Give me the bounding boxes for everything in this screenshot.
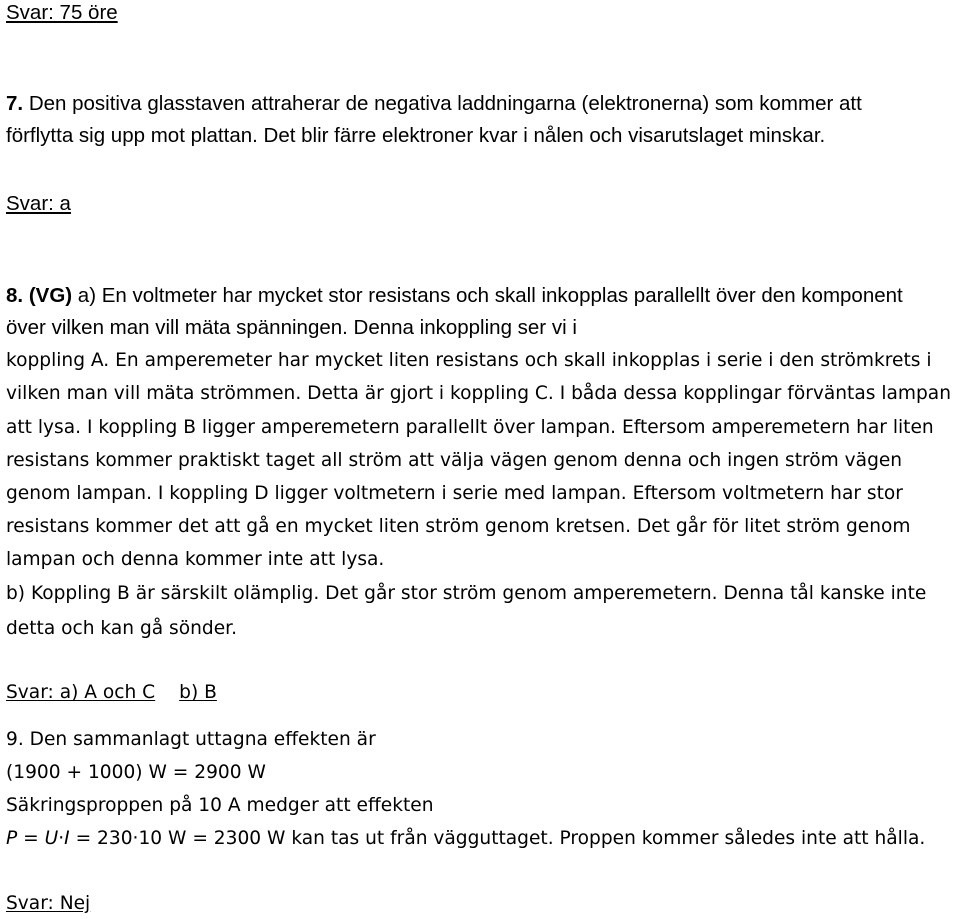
formula-equals: = [17, 828, 45, 849]
formula-power-symbol: P [6, 828, 18, 849]
question-9-line-3: Säkringsproppen på 10 A medger att effekten [6, 795, 434, 816]
question-8-line-5: att lysa. I koppling B ligger amperemetern parallellt över lampan. Eftersom amperemetern har liten [6, 417, 934, 438]
question-7-number: 7. [6, 92, 24, 115]
question-8-line-1 [6, 284, 903, 308]
answer-8 [6, 681, 217, 705]
question-8-line-11: detta och kan gå sönder. [6, 618, 237, 639]
answer-8-part-b: b) B [179, 682, 217, 703]
question-8-text-1: a) En voltmeter har mycket stor resistans och skall inkopplas parallellt över den komponent [77, 284, 903, 307]
answer-8-part-a: Svar: a) A och C [6, 682, 156, 703]
question-8-line-3: koppling A. En amperemeter har mycket liten resistans och skall inkopplas i serie i den strömkrets i [6, 350, 932, 371]
answer-9: Svar: Nej [6, 893, 91, 914]
answer-75-ore: Svar: 75 öre [6, 1, 118, 24]
question-8-number: 8. [6, 284, 24, 307]
question-8-vg-label: (VG) [28, 284, 73, 307]
question-8-line-10: b) Koppling B är särskilt olämplig. Det går stor ström genom amperemetern. Denna tål kanske inte [6, 583, 927, 604]
question-8-line-7: genom lampan. I koppling D ligger voltmetern i serie med lampan. Eftersom voltmetern har stor [6, 483, 903, 504]
answer-7: Svar: a [6, 192, 71, 215]
question-8-line-9: lampan och denna kommer inte att lysa. [6, 549, 385, 570]
question-7-text-1: Den positiva glasstaven attraherar de negativa laddningarna (elektronerna) som kommer att [28, 92, 862, 115]
question-8-line-8: resistans kommer det att gå en mycket liten ström genom kretsen. Det går för litet ström genom [6, 516, 911, 537]
question-8-line-2: över vilken man vill mäta spänningen. Denna inkoppling ser vi i [6, 316, 577, 339]
question-9-line-2: (1900 + 1000) W = 2900 W [6, 762, 266, 783]
question-9-line-4 [6, 827, 925, 851]
question-7-line-1 [6, 92, 862, 116]
formula-voltage-symbol: U [44, 828, 59, 849]
question-8-line-6: resistans kommer praktiskt taget all ström att välja vägen genom denna och ingen ström vägen [6, 450, 903, 471]
question-8-line-4: vilken man vill mäta strömmen. Detta är gjort i koppling C. I båda dessa kopplingar förväntas lampan [6, 383, 951, 404]
formula-current-symbol: I [64, 828, 70, 849]
formula-multiply-dot: · [58, 828, 65, 849]
question-7-line-2: förflytta sig upp mot plattan. Det blir färre elektroner kvar i nålen och visarutslaget minskar. [6, 124, 826, 147]
question-9-line-1: 9. Den sammanlagt uttagna effekten är [6, 729, 376, 750]
formula-rest: = 230·10 W = 2300 W kan tas ut från vägguttaget. Proppen kommer således inte att hålla. [69, 828, 926, 849]
